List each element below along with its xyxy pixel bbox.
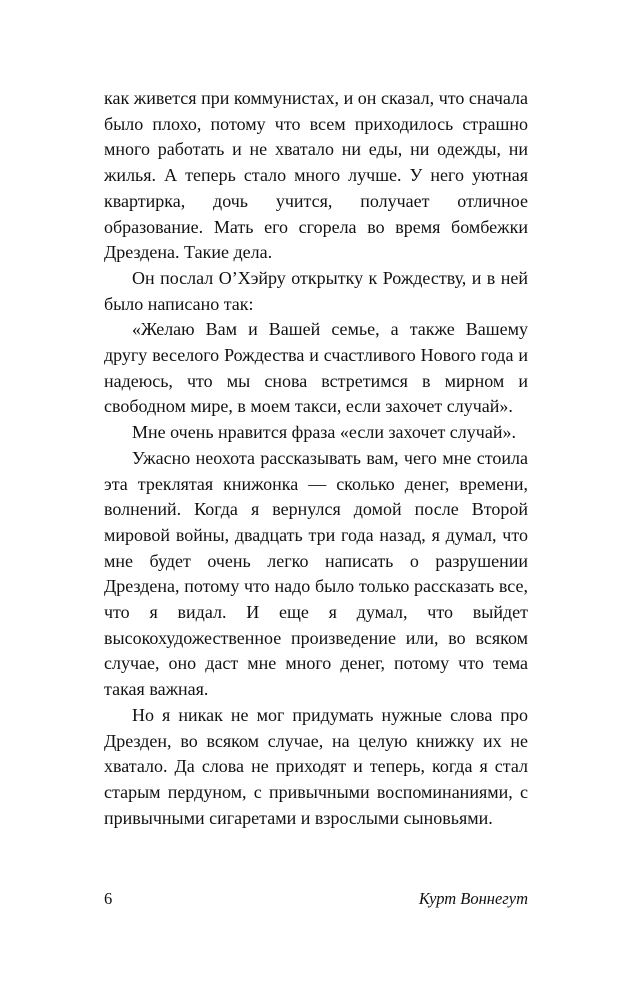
page-footer [104,888,528,910]
paragraph: как живется при коммунистах, и он сказал, что сначала было плохо, потому что всем приходилось страшно много работать и не хватало ни еды, ни одежды, ни жилья. А теперь стало много лучше. У него уютная квартирка, дочь учится, получает отличное образование. Мать его сгорела во время бомбежки Дрездена. Такие дела. [104,88,528,263]
paragraph: Он послал О’Хэйру открытку к Рождеству, и в ней было написано так: [104,267,528,314]
paragraph: «Желаю Вам и Вашей семье, а также Вашему другу веселого Рождества и счастливого Нового года и надеюсь, что мы снова встретимся в мирном и свободном мире, в моем такси, если захочет случай». [104,319,528,417]
paragraph: Мне очень нравится фраза «если захочет случай». [132,422,516,443]
running-author: Курт Воннегут [418,889,528,908]
page-number: 6 [104,889,113,908]
paragraph: Но я никак не мог придумать нужные слова про Дрезден, во всяком случае, на целую книжку их не хватало. Да слова не приходят и теперь, когда я стал старым пердуном, с привычными воспоминаниями, с привычными сигаретами и взрослыми сыновьями. [104,704,528,828]
paragraph: Ужасно неохота рассказывать вам, чего мне стоила эта треклятая книжонка — сколько денег, времени, волнений. Когда я вернулся домой после Второй мировой войны, двадцать три года назад, я думал, что мне будет очень легко написать о разрушении Дрездена, потому что надо было только рассказать все, что я видал. И еще я думал, что выйдет высокохудожественное произведение или, во всяком случае, оно даст мне много денег, потому что тема такая важная. [104,447,528,700]
text-block [104,86,528,831]
